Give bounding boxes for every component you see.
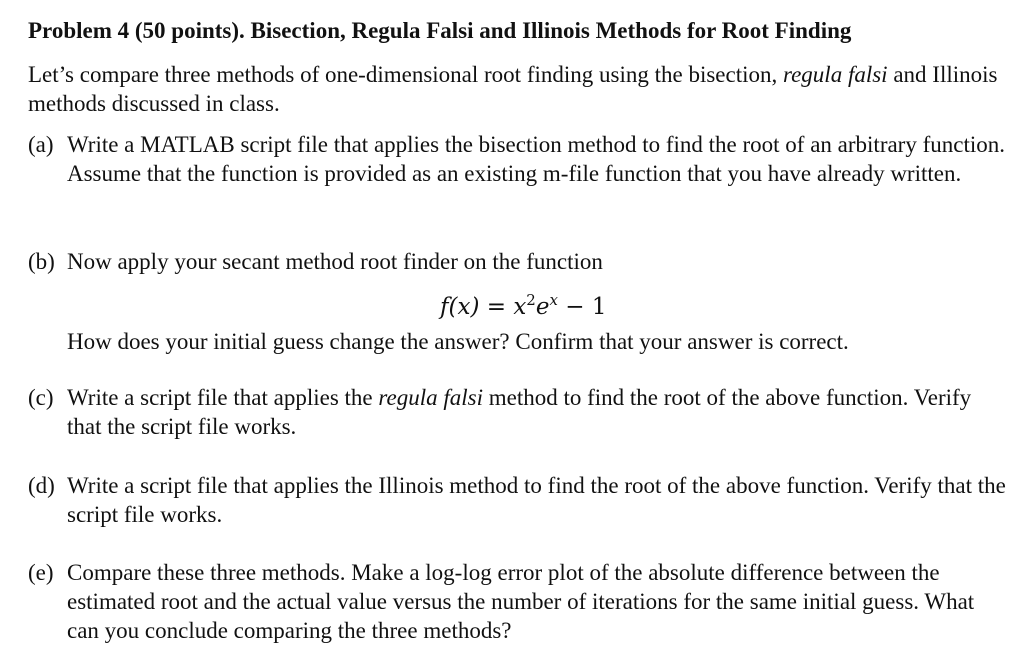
part-e-text: Compare these three methods. Make a log-log error plot of the absolute difference between the estimated root and the actual value versus the number of iterations for the same initial guess. What can you conclude comparing the three methods? xyxy=(67,560,975,643)
part-c xyxy=(28,383,1008,441)
problem-title: Problem 4 (50 points). Bisection, Regula Falsi and Illinois Methods for Root Finding xyxy=(28,18,852,43)
part-d-marker: (d) xyxy=(28,473,55,498)
function-equation xyxy=(440,286,606,322)
part-a-text: Write a MATLAB script file that applies the bisection method to find the root of an arbitrary function. Assume that the function is provided as an existing m-file function that you have already written. xyxy=(67,132,1005,186)
part-c-text xyxy=(67,383,1008,441)
part-b xyxy=(28,247,1008,276)
part-e xyxy=(28,558,1008,645)
part-d xyxy=(28,471,1008,529)
part-c-marker: (c) xyxy=(28,385,54,410)
equation-exponent-2: 2 xyxy=(526,291,536,309)
part-c-italic-term: regula falsi xyxy=(378,385,483,410)
intro-text-1: Let’s compare three methods of one-dimensional root finding using the bisection, xyxy=(28,62,783,87)
part-b-question: How does your initial guess change the answer? Confirm that your answer is correct. xyxy=(67,329,849,354)
part-c-text-2: method to find the root of the above function. Verify that the script file works. xyxy=(67,385,972,439)
part-d-text: Write a script file that applies the Illinois method to find the root of the above function. Verify that the script file works. xyxy=(67,473,1006,527)
problem-intro xyxy=(28,60,1008,118)
part-a-marker: (a) xyxy=(28,132,54,157)
equation-e: e xyxy=(535,294,550,320)
equation-lhs: f(x) = x xyxy=(440,294,527,320)
part-e-marker: (e) xyxy=(28,560,54,585)
intro-italic-term: regula falsi xyxy=(783,62,888,87)
part-b-marker: (b) xyxy=(28,249,55,274)
equation-exponent-x: x xyxy=(549,291,558,309)
part-a xyxy=(28,130,1008,188)
part-c-text-1: Write a script file that applies the xyxy=(67,385,379,410)
part-b-text: Now apply your secant method root finder on the function xyxy=(67,249,603,274)
equation-rhs: − 1 xyxy=(557,294,607,320)
intro-text-2: and Illinois methods discussed in class. xyxy=(28,62,998,116)
